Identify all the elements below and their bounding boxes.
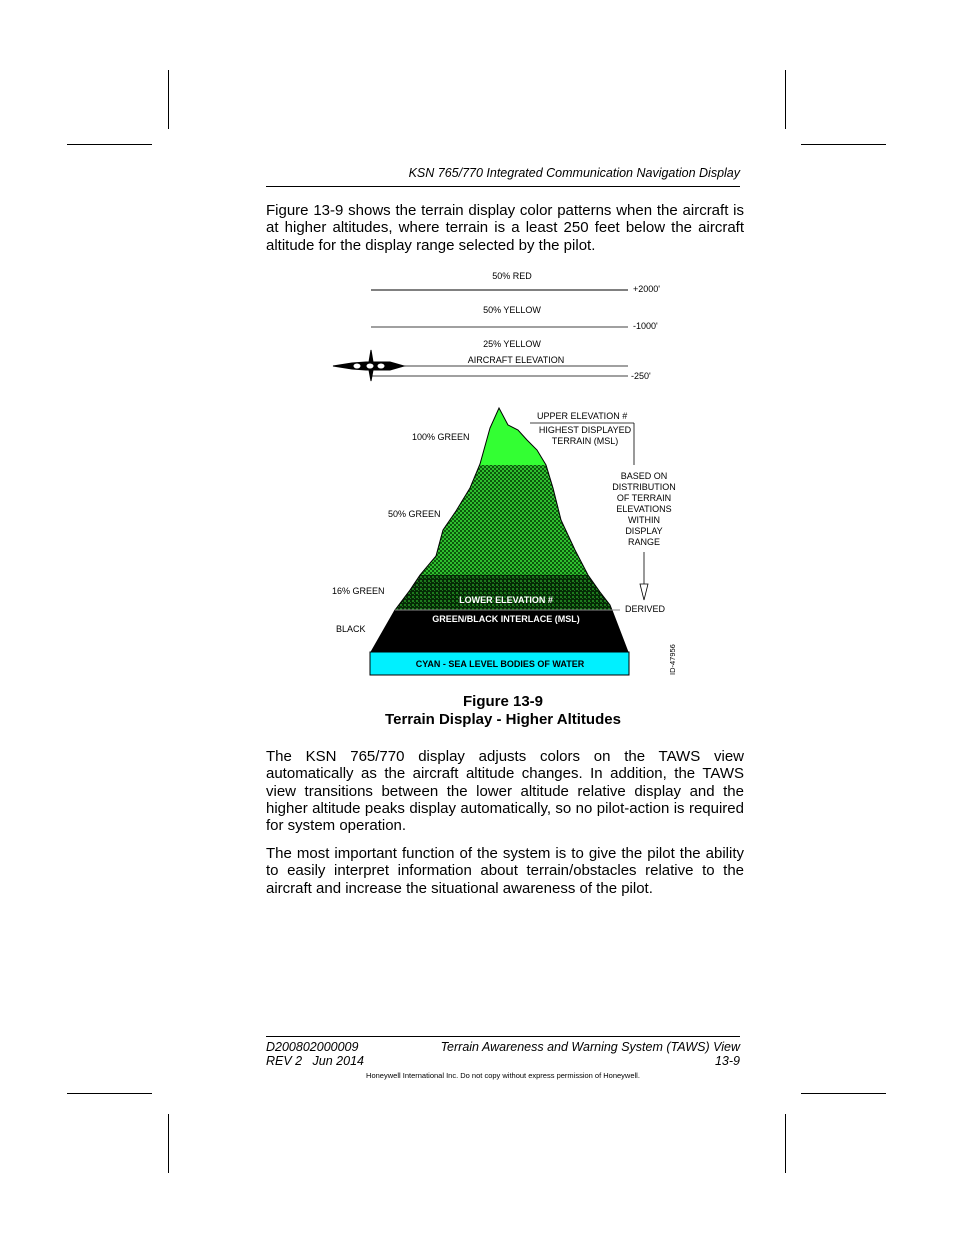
label-green100: 100% GREEN — [412, 432, 470, 442]
svg-text:BASED ON: BASED ON — [620, 471, 668, 481]
label-cyan: CYAN - SEA LEVEL BODIES OF WATER — [415, 659, 585, 669]
label-green50: 50% GREEN — [388, 509, 441, 519]
crop-mark — [785, 1114, 786, 1173]
label-derived: DERIVED — [625, 604, 666, 614]
crop-mark — [67, 1093, 152, 1094]
footer-rule — [266, 1036, 740, 1037]
crop-mark — [801, 144, 886, 145]
footer-doc-number: D200802000009 — [266, 1040, 359, 1054]
footer-revision: REV 2 Jun 2014 — [266, 1054, 364, 1068]
footer-copyright: Honeywell International Inc. Do not copy without express permission of Honeywell. — [366, 1071, 640, 1080]
svg-text:WITHIN: WITHIN — [628, 515, 660, 525]
crop-mark — [801, 1093, 886, 1094]
label-green16: 16% GREEN — [332, 586, 385, 596]
label-black: BLACK — [336, 624, 366, 634]
crop-mark — [67, 144, 152, 145]
label-highest-2: TERRAIN (MSL) — [551, 436, 619, 446]
label-minus250: -250' — [631, 371, 651, 381]
crop-mark — [168, 1114, 169, 1173]
header-rule — [266, 186, 740, 187]
figure-caption-number: Figure 13‑9 — [462, 693, 544, 710]
label-upper-elevation: UPPER ELEVATION # — [537, 411, 628, 421]
intro-paragraph: Figure 13‑9 shows the terrain display color patterns when the aircraft is at higher altitudes, where terrain is a least 250 feet below the aircraft altitude for the display range selected by the pilot. — [266, 202, 744, 254]
svg-text:OF TERRAIN: OF TERRAIN — [616, 493, 672, 503]
footer-page-number: 13-9 — [714, 1054, 740, 1068]
label-minus1000: -1000' — [633, 321, 658, 331]
arrow-down-icon — [640, 584, 648, 600]
body-paragraph-1: The KSN 765/770 display adjusts colors on the TAWS view automatically as the aircraft altitude changes. In addition, the TAWS view transitions between the lower altitude relative display and the higher altitude peaks display automatically, so no pilot‑action is required for system operation. — [266, 748, 744, 835]
label-plus2000: +2000' — [633, 284, 660, 294]
label-yellow25: 25% YELLOW — [483, 339, 541, 349]
terrain-figure — [0, 262, 954, 692]
figure-caption-title: Terrain Display ‑ Higher Altitudes — [385, 711, 621, 728]
based-on-text — [612, 471, 676, 547]
body-paragraph-2: The most important function of the system is to give the pilot the ability to easily interpret information about terrain/obstacles relative to the aircraft and increase the situational awareness of the pilot. — [266, 845, 744, 897]
label-yellow50: 50% YELLOW — [483, 305, 541, 315]
label-lower-elevation: LOWER ELEVATION # — [459, 595, 553, 605]
crop-mark — [785, 70, 786, 129]
svg-text:RANGE: RANGE — [627, 537, 661, 547]
label-interlace: GREEN/BLACK INTERLACE (MSL) — [432, 614, 580, 624]
label-aircraft-elevation: AIRCRAFT ELEVATION — [467, 355, 565, 365]
label-highest-1: HIGHEST DISPLAYED — [538, 425, 632, 435]
crop-mark — [168, 70, 169, 129]
label-red50: 50% RED — [492, 271, 532, 281]
figure-id-code: ID-47956 — [668, 644, 677, 675]
svg-text:ELEVATIONS: ELEVATIONS — [616, 504, 672, 514]
running-header: KSN 765/770 Integrated Communication Navigation Display — [408, 166, 740, 180]
svg-text:DISTRIBUTION: DISTRIBUTION — [612, 482, 676, 492]
svg-text:DISPLAY: DISPLAY — [625, 526, 663, 536]
footer-section-title: Terrain Awareness and Warning System (TAWS) View — [440, 1040, 740, 1054]
